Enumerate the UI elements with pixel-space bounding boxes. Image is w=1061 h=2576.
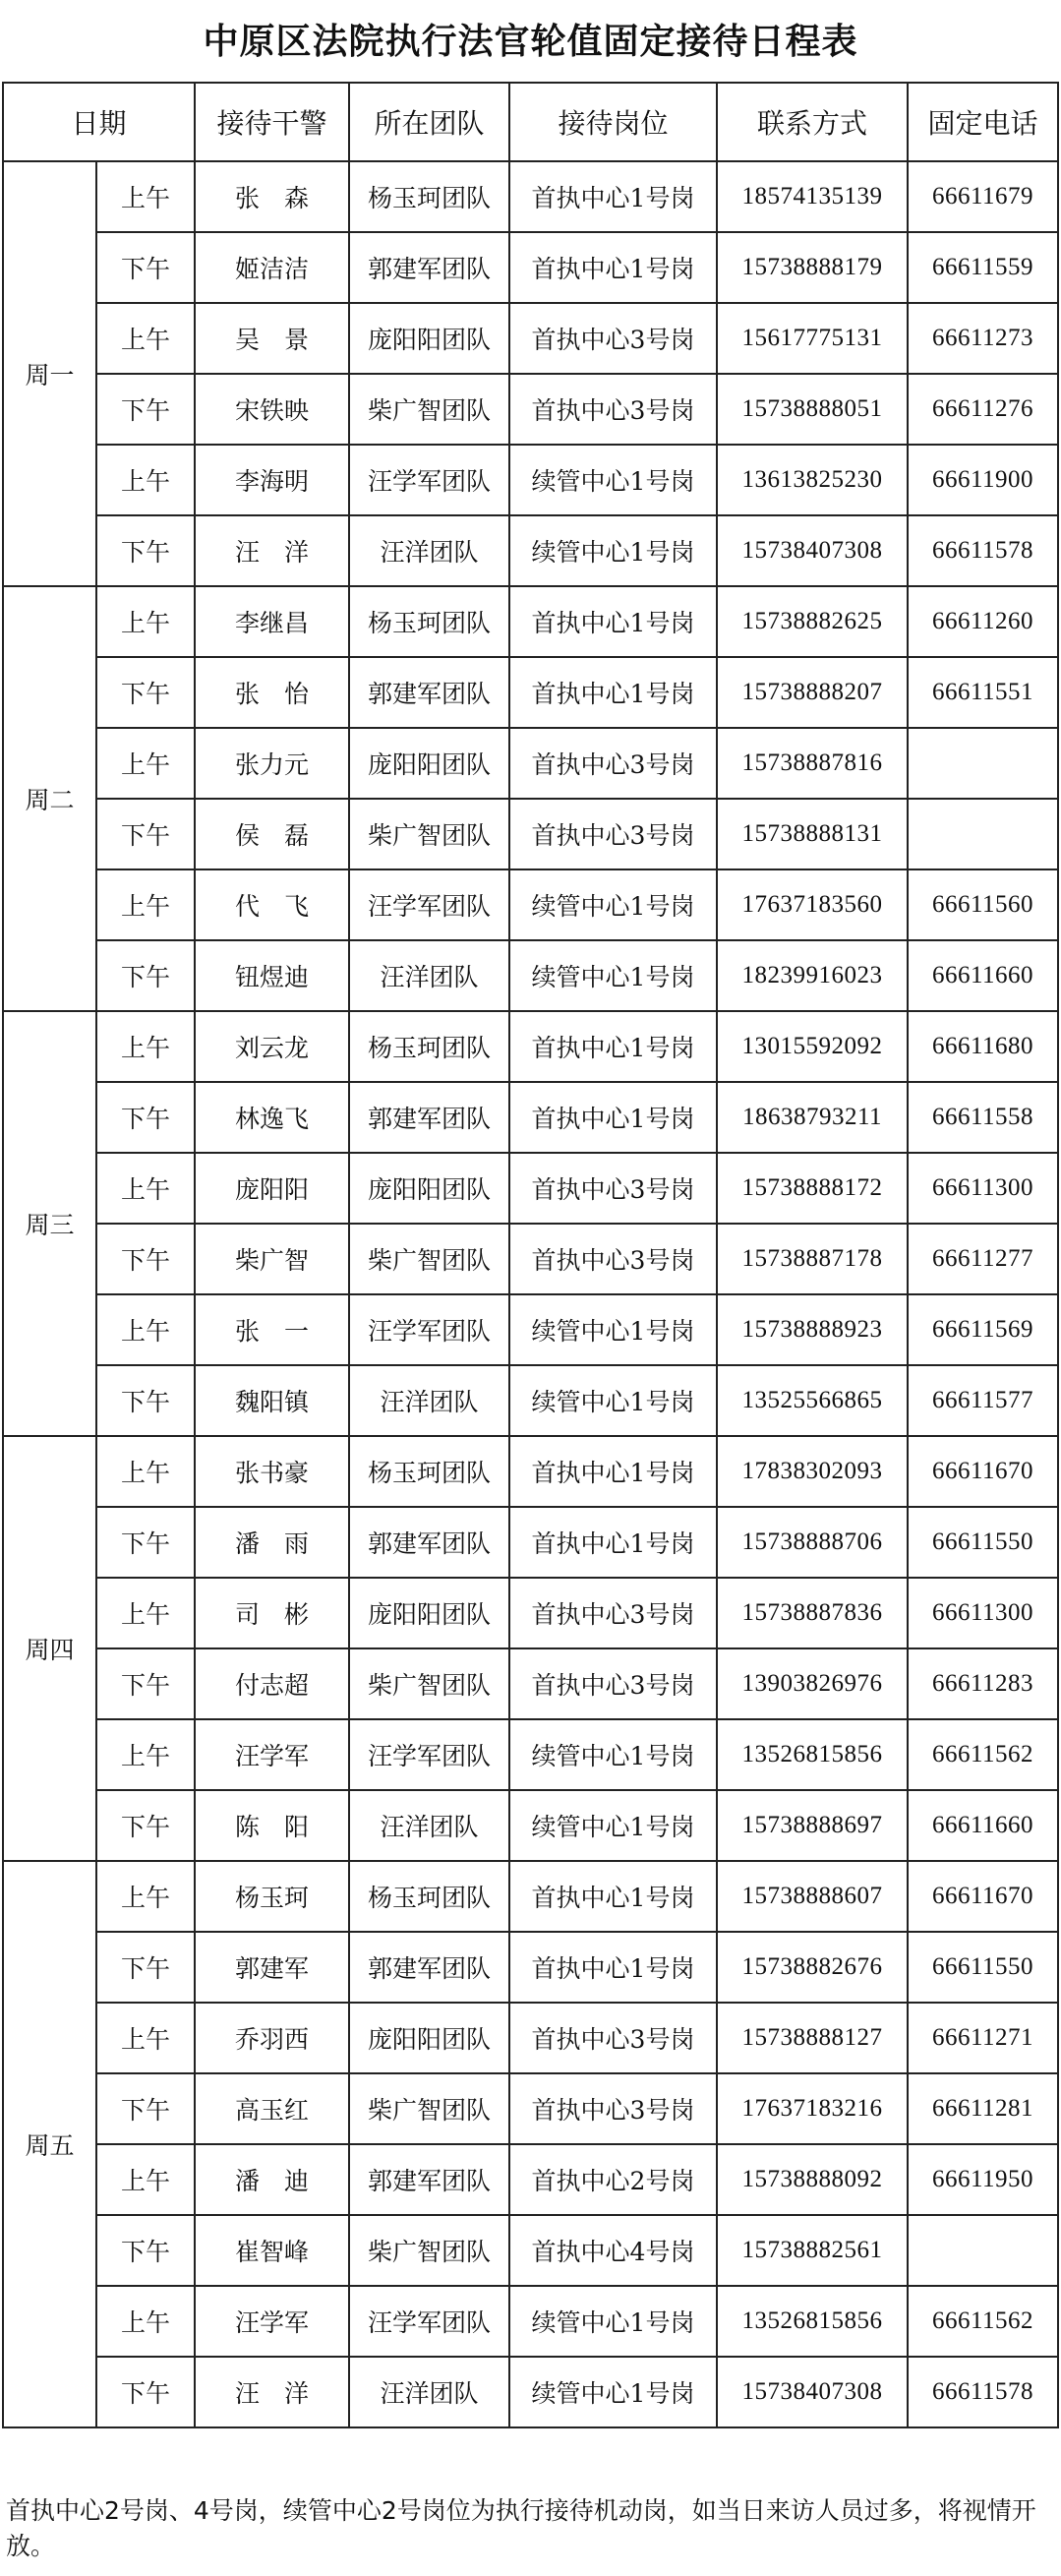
post-cell: 续管中心1号岗 — [509, 1719, 717, 1790]
contact-cell: 15738888172 — [717, 1153, 908, 1224]
footer-note: 首执中心2号岗、4号岗，续管中心2号岗位为执行接待机动岗，如当日来访人员过多，将视情开放。 — [6, 2496, 1036, 2560]
officer-cell: 汪 洋 — [195, 515, 349, 586]
contact-cell: 18239916023 — [717, 940, 908, 1011]
header-row — [3, 83, 1058, 161]
period-cell: 下午 — [96, 2215, 195, 2286]
team-cell: 汪学军团队 — [349, 1294, 509, 1365]
period-cell: 下午 — [96, 657, 195, 728]
post-cell: 续管中心1号岗 — [509, 869, 717, 940]
officer-cell: 张 怡 — [195, 657, 349, 728]
table-row — [3, 2286, 1058, 2357]
schedule-body — [3, 161, 1058, 2427]
post-cell: 首执中心1号岗 — [509, 1436, 717, 1507]
period-cell: 下午 — [96, 2357, 195, 2427]
period-cell: 上午 — [96, 445, 195, 515]
officer-cell: 魏阳镇 — [195, 1365, 349, 1436]
table-row — [3, 586, 1058, 657]
contact-cell: 13525566865 — [717, 1365, 908, 1436]
contact-cell: 15738882625 — [717, 586, 908, 657]
period-cell: 上午 — [96, 586, 195, 657]
table-row — [3, 515, 1058, 586]
team-cell: 郭建军团队 — [349, 2144, 509, 2215]
officer-cell: 代 飞 — [195, 869, 349, 940]
landline-cell: 66611560 — [908, 869, 1058, 940]
table-row — [3, 657, 1058, 728]
post-cell: 首执中心1号岗 — [509, 1082, 717, 1153]
post-cell: 首执中心4号岗 — [509, 2215, 717, 2286]
officer-cell: 付志超 — [195, 1648, 349, 1719]
period-cell: 上午 — [96, 303, 195, 374]
contact-cell: 15738888092 — [717, 2144, 908, 2215]
team-cell: 郭建军团队 — [349, 232, 509, 303]
team-cell: 杨玉珂团队 — [349, 1861, 509, 1932]
officer-cell: 林逸飞 — [195, 1082, 349, 1153]
post-cell: 首执中心1号岗 — [509, 586, 717, 657]
table-row — [3, 2215, 1058, 2286]
contact-cell: 17838302093 — [717, 1436, 908, 1507]
table-row — [3, 445, 1058, 515]
post-cell: 续管中心1号岗 — [509, 940, 717, 1011]
officer-cell: 汪学军 — [195, 1719, 349, 1790]
table-row — [3, 1507, 1058, 1578]
period-cell: 上午 — [96, 2286, 195, 2357]
header-landline: 固定电话 — [908, 83, 1058, 161]
period-cell: 下午 — [96, 374, 195, 445]
post-cell: 首执中心3号岗 — [509, 1224, 717, 1294]
landline-cell: 66611273 — [908, 303, 1058, 374]
period-cell: 上午 — [96, 2003, 195, 2073]
table-row — [3, 2144, 1058, 2215]
period-cell: 下午 — [96, 2073, 195, 2144]
officer-cell: 柴广智 — [195, 1224, 349, 1294]
period-cell: 上午 — [96, 1011, 195, 1082]
table-row — [3, 374, 1058, 445]
officer-cell: 张书豪 — [195, 1436, 349, 1507]
period-cell: 上午 — [96, 1294, 195, 1365]
period-cell: 上午 — [96, 1578, 195, 1648]
landline-cell: 66611660 — [908, 1790, 1058, 1861]
officer-cell: 张 森 — [195, 161, 349, 232]
contact-cell: 15738888923 — [717, 1294, 908, 1365]
post-cell: 首执中心1号岗 — [509, 1932, 717, 2003]
contact-cell: 13526815856 — [717, 1719, 908, 1790]
officer-cell: 宋铁映 — [195, 374, 349, 445]
table-row — [3, 303, 1058, 374]
post-cell: 续管中心1号岗 — [509, 1294, 717, 1365]
table-row — [3, 1153, 1058, 1224]
period-cell: 下午 — [96, 1224, 195, 1294]
landline-cell — [908, 799, 1058, 869]
period-cell: 下午 — [96, 940, 195, 1011]
post-cell: 首执中心3号岗 — [509, 2003, 717, 2073]
day-cell: 周一 — [3, 161, 96, 586]
contact-cell: 15738887836 — [717, 1578, 908, 1648]
table-row — [3, 232, 1058, 303]
officer-cell: 高玉红 — [195, 2073, 349, 2144]
team-cell: 柴广智团队 — [349, 1648, 509, 1719]
header-post: 接待岗位 — [509, 83, 717, 161]
officer-cell: 郭建军 — [195, 1932, 349, 2003]
table-row — [3, 1365, 1058, 1436]
period-cell: 下午 — [96, 799, 195, 869]
landline-cell: 66611260 — [908, 586, 1058, 657]
period-cell: 上午 — [96, 728, 195, 799]
period-cell: 上午 — [96, 869, 195, 940]
period-cell: 下午 — [96, 1365, 195, 1436]
team-cell: 汪洋团队 — [349, 515, 509, 586]
period-cell: 下午 — [96, 1507, 195, 1578]
landline-cell: 66611277 — [908, 1224, 1058, 1294]
contact-cell: 15738888697 — [717, 1790, 908, 1861]
period-cell: 下午 — [96, 515, 195, 586]
contact-cell: 13903826976 — [717, 1648, 908, 1719]
team-cell: 柴广智团队 — [349, 799, 509, 869]
post-cell: 首执中心3号岗 — [509, 2073, 717, 2144]
table-row — [3, 1578, 1058, 1648]
post-cell: 续管中心1号岗 — [509, 1790, 717, 1861]
contact-cell: 13613825230 — [717, 445, 908, 515]
officer-cell: 钮煜迪 — [195, 940, 349, 1011]
post-cell: 首执中心1号岗 — [509, 1507, 717, 1578]
post-cell: 续管中心1号岗 — [509, 445, 717, 515]
table-row — [3, 869, 1058, 940]
table-row — [3, 1011, 1058, 1082]
landline-cell: 66611551 — [908, 657, 1058, 728]
officer-cell: 姬洁洁 — [195, 232, 349, 303]
contact-cell: 15738887816 — [717, 728, 908, 799]
period-cell: 上午 — [96, 2144, 195, 2215]
landline-cell: 66611670 — [908, 1861, 1058, 1932]
post-cell: 首执中心3号岗 — [509, 303, 717, 374]
header-officer: 接待干警 — [195, 83, 349, 161]
officer-cell: 张力元 — [195, 728, 349, 799]
post-cell: 续管中心1号岗 — [509, 515, 717, 586]
post-cell: 首执中心2号岗 — [509, 2144, 717, 2215]
post-cell: 首执中心3号岗 — [509, 1578, 717, 1648]
landline-cell — [908, 728, 1058, 799]
team-cell: 郭建军团队 — [349, 657, 509, 728]
post-cell: 首执中心3号岗 — [509, 728, 717, 799]
landline-cell: 66611900 — [908, 445, 1058, 515]
contact-cell: 18638793211 — [717, 1082, 908, 1153]
table-row — [3, 1436, 1058, 1507]
officer-cell: 汪学军 — [195, 2286, 349, 2357]
officer-cell: 张 一 — [195, 1294, 349, 1365]
contact-cell: 15738888131 — [717, 799, 908, 869]
team-cell: 汪学军团队 — [349, 1719, 509, 1790]
team-cell: 郭建军团队 — [349, 1082, 509, 1153]
team-cell: 汪洋团队 — [349, 1365, 509, 1436]
landline-cell: 66611283 — [908, 1648, 1058, 1719]
landline-cell: 66611300 — [908, 1153, 1058, 1224]
table-row — [3, 1790, 1058, 1861]
day-cell: 周四 — [3, 1436, 96, 1861]
contact-cell: 15738888607 — [717, 1861, 908, 1932]
officer-cell: 乔羽西 — [195, 2003, 349, 2073]
header-contact: 联系方式 — [717, 83, 908, 161]
contact-cell: 15738888127 — [717, 2003, 908, 2073]
officer-cell: 崔智峰 — [195, 2215, 349, 2286]
post-cell: 首执中心3号岗 — [509, 374, 717, 445]
officer-cell: 陈 阳 — [195, 1790, 349, 1861]
table-row — [3, 2003, 1058, 2073]
contact-cell: 15738882561 — [717, 2215, 908, 2286]
landline-cell: 66611271 — [908, 2003, 1058, 2073]
table-row — [3, 1932, 1058, 2003]
period-cell: 下午 — [96, 1790, 195, 1861]
contact-cell: 15738887178 — [717, 1224, 908, 1294]
table-row — [3, 1082, 1058, 1153]
contact-cell: 15738882676 — [717, 1932, 908, 2003]
officer-cell: 李继昌 — [195, 586, 349, 657]
officer-cell: 刘云龙 — [195, 1011, 349, 1082]
post-cell: 首执中心1号岗 — [509, 657, 717, 728]
team-cell: 杨玉珂团队 — [349, 1436, 509, 1507]
post-cell: 首执中心3号岗 — [509, 799, 717, 869]
post-cell: 首执中心1号岗 — [509, 161, 717, 232]
landline-cell: 66611680 — [908, 1011, 1058, 1082]
period-cell: 下午 — [96, 232, 195, 303]
landline-cell: 66611950 — [908, 2144, 1058, 2215]
post-cell: 首执中心1号岗 — [509, 1861, 717, 1932]
landline-cell: 66611578 — [908, 2357, 1058, 2427]
contact-cell: 15738407308 — [717, 515, 908, 586]
officer-cell: 潘 迪 — [195, 2144, 349, 2215]
post-cell: 首执中心1号岗 — [509, 1011, 717, 1082]
team-cell: 杨玉珂团队 — [349, 586, 509, 657]
landline-cell: 66611558 — [908, 1082, 1058, 1153]
team-cell: 郭建军团队 — [349, 1507, 509, 1578]
officer-cell: 吴 景 — [195, 303, 349, 374]
landline-cell — [908, 2215, 1058, 2286]
officer-cell: 侯 磊 — [195, 799, 349, 869]
team-cell: 汪学军团队 — [349, 2286, 509, 2357]
table-row — [3, 2073, 1058, 2144]
table-row — [3, 1861, 1058, 1932]
table-row — [3, 940, 1058, 1011]
team-cell: 庞阳阳团队 — [349, 1153, 509, 1224]
day-cell: 周三 — [3, 1011, 96, 1436]
landline-cell: 66611578 — [908, 515, 1058, 586]
table-row — [3, 799, 1058, 869]
officer-cell: 司 彬 — [195, 1578, 349, 1648]
team-cell: 庞阳阳团队 — [349, 303, 509, 374]
team-cell: 柴广智团队 — [349, 374, 509, 445]
landline-cell: 66611569 — [908, 1294, 1058, 1365]
day-cell: 周二 — [3, 586, 96, 1011]
post-cell: 首执中心1号岗 — [509, 232, 717, 303]
officer-cell: 庞阳阳 — [195, 1153, 349, 1224]
period-cell: 上午 — [96, 1861, 195, 1932]
team-cell: 汪洋团队 — [349, 2357, 509, 2427]
table-row — [3, 1719, 1058, 1790]
contact-cell: 15738888179 — [717, 232, 908, 303]
team-cell: 柴广智团队 — [349, 2073, 509, 2144]
post-cell: 续管中心1号岗 — [509, 1365, 717, 1436]
team-cell: 汪学军团队 — [349, 869, 509, 940]
period-cell: 上午 — [96, 1153, 195, 1224]
landline-cell: 66611559 — [908, 232, 1058, 303]
contact-cell: 15738888207 — [717, 657, 908, 728]
landline-cell: 66611281 — [908, 2073, 1058, 2144]
contact-cell: 15738888706 — [717, 1507, 908, 1578]
header-team: 所在团队 — [349, 83, 509, 161]
period-cell: 下午 — [96, 1648, 195, 1719]
landline-cell: 66611670 — [908, 1436, 1058, 1507]
team-cell: 柴广智团队 — [349, 1224, 509, 1294]
landline-cell: 66611562 — [908, 1719, 1058, 1790]
landline-cell: 66611276 — [908, 374, 1058, 445]
contact-cell: 13526815856 — [717, 2286, 908, 2357]
contact-cell: 15738888051 — [717, 374, 908, 445]
post-cell: 续管中心1号岗 — [509, 2357, 717, 2427]
contact-cell: 17637183216 — [717, 2073, 908, 2144]
landline-cell: 66611562 — [908, 2286, 1058, 2357]
team-cell: 庞阳阳团队 — [349, 2003, 509, 2073]
period-cell: 上午 — [96, 161, 195, 232]
landline-cell: 66611300 — [908, 1578, 1058, 1648]
period-cell: 上午 — [96, 1719, 195, 1790]
landline-cell: 66611577 — [908, 1365, 1058, 1436]
table-row — [3, 1224, 1058, 1294]
contact-cell: 17637183560 — [717, 869, 908, 940]
day-cell: 周五 — [3, 1861, 96, 2427]
post-cell: 首执中心3号岗 — [509, 1153, 717, 1224]
contact-cell: 18574135139 — [717, 161, 908, 232]
team-cell: 杨玉珂团队 — [349, 1011, 509, 1082]
period-cell: 上午 — [96, 1436, 195, 1507]
team-cell: 汪学军团队 — [349, 445, 509, 515]
officer-cell: 汪 洋 — [195, 2357, 349, 2427]
period-cell: 下午 — [96, 1082, 195, 1153]
landline-cell: 66611660 — [908, 940, 1058, 1011]
schedule-table — [2, 82, 1059, 2428]
period-cell: 下午 — [96, 1932, 195, 2003]
team-cell: 郭建军团队 — [349, 1932, 509, 2003]
page-title: 中原区法院执行法官轮值固定接待日程表 — [203, 20, 858, 62]
landline-cell: 66611550 — [908, 1507, 1058, 1578]
officer-cell: 潘 雨 — [195, 1507, 349, 1578]
team-cell: 柴广智团队 — [349, 2215, 509, 2286]
team-cell: 庞阳阳团队 — [349, 1578, 509, 1648]
header-date: 日期 — [3, 83, 195, 161]
team-cell: 杨玉珂团队 — [349, 161, 509, 232]
table-row — [3, 1648, 1058, 1719]
table-row — [3, 1294, 1058, 1365]
table-row — [3, 161, 1058, 232]
team-cell: 庞阳阳团队 — [349, 728, 509, 799]
team-cell: 汪洋团队 — [349, 940, 509, 1011]
contact-cell: 15617775131 — [717, 303, 908, 374]
post-cell: 续管中心1号岗 — [509, 2286, 717, 2357]
post-cell: 首执中心3号岗 — [509, 1648, 717, 1719]
officer-cell: 李海明 — [195, 445, 349, 515]
table-row — [3, 2357, 1058, 2427]
contact-cell: 13015592092 — [717, 1011, 908, 1082]
contact-cell: 15738407308 — [717, 2357, 908, 2427]
team-cell: 汪洋团队 — [349, 1790, 509, 1861]
table-row — [3, 728, 1058, 799]
landline-cell: 66611679 — [908, 161, 1058, 232]
landline-cell: 66611550 — [908, 1932, 1058, 2003]
officer-cell: 杨玉珂 — [195, 1861, 349, 1932]
